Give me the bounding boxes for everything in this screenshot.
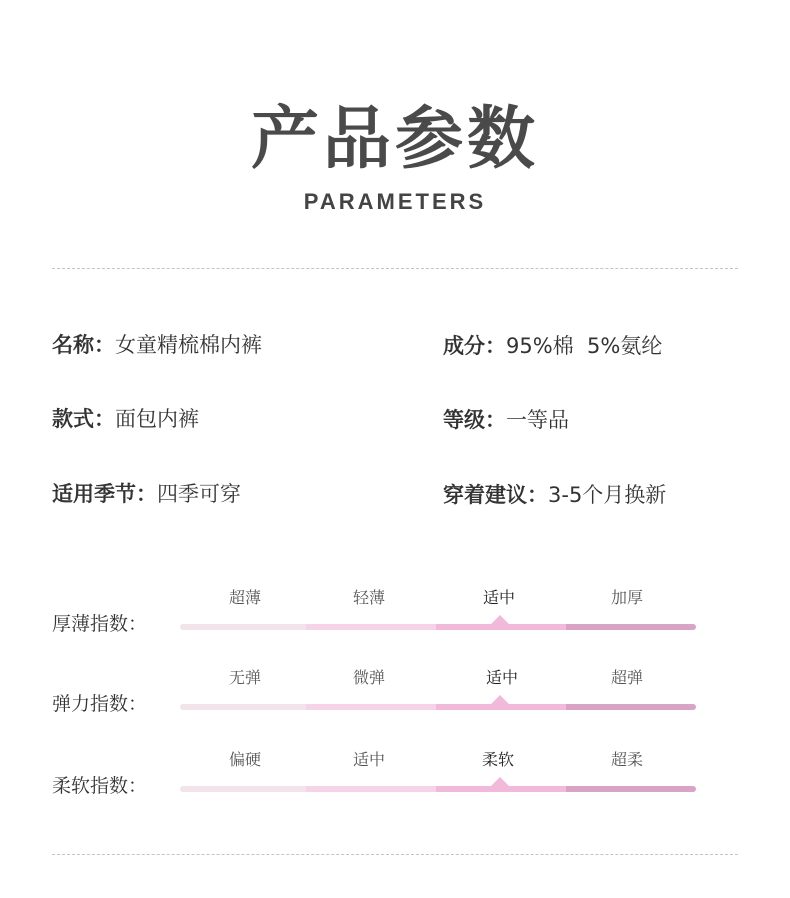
param-style: [52, 404, 199, 434]
param-key: 穿着建议：: [443, 483, 548, 507]
param-key: 款式：: [52, 407, 115, 431]
scale-segment: [436, 624, 566, 630]
elasticity-option-selected: 适中: [485, 668, 518, 687]
param-name: [52, 330, 262, 360]
thickness-option-selected: 适中: [482, 588, 515, 607]
softness-option: 偏硬: [228, 750, 261, 769]
elasticity-selected-pointer: [491, 695, 509, 704]
param-composition: [443, 331, 662, 361]
thickness-scale-bar: [180, 624, 696, 630]
softness-option: 超柔: [610, 750, 643, 769]
softness-scale-bar: [180, 786, 696, 792]
thickness-selected-pointer: [491, 615, 509, 624]
param-grade: [443, 405, 569, 435]
scale-segment: [566, 704, 696, 710]
param-key: 成分：: [443, 334, 506, 358]
param-value: 面包内裤: [115, 407, 199, 431]
top-divider: [52, 268, 738, 269]
param-value: 女童精梳棉内裤: [115, 333, 262, 357]
scale-segment: [180, 786, 306, 792]
param-value: 一等品: [506, 408, 569, 432]
scale-segment: [436, 786, 566, 792]
elasticity-scale-label: 弹力指数：: [52, 693, 148, 715]
param-key: 等级：: [443, 408, 506, 432]
param-key: 适用季节：: [52, 482, 157, 506]
elasticity-option: 微弹: [352, 668, 385, 687]
param-value: 3-5个月换新: [548, 483, 667, 507]
thickness-option: 加厚: [610, 588, 643, 607]
page-title: 产品参数: [250, 100, 539, 179]
scale-segment: [306, 704, 436, 710]
param-value: 四季可穿: [157, 482, 241, 506]
scale-segment: [566, 624, 696, 630]
elasticity-option: 超弹: [610, 668, 643, 687]
scale-segment: [306, 624, 436, 630]
scale-segment: [566, 786, 696, 792]
scale-segment: [306, 786, 436, 792]
bottom-divider: [52, 854, 738, 855]
param-season: [52, 479, 241, 509]
page-subtitle: PARAMETERS: [303, 189, 487, 214]
thickness-option: 超薄: [228, 588, 261, 607]
elasticity-scale-bar: [180, 704, 696, 710]
thickness-option: 轻薄: [352, 588, 385, 607]
scale-segment: [180, 704, 306, 710]
softness-scale-label: 柔软指数：: [52, 775, 148, 797]
elasticity-option: 无弹: [228, 668, 261, 687]
param-wear-advice: [443, 480, 666, 510]
softness-selected-pointer: [491, 777, 509, 786]
thickness-scale-label: 厚薄指数：: [52, 613, 148, 635]
param-key: 名称：: [52, 333, 115, 357]
softness-option: 适中: [352, 750, 385, 769]
softness-option-selected: 柔软: [481, 750, 514, 769]
scale-segment: [436, 704, 566, 710]
param-value: 95%棉 5%氨纶: [506, 334, 663, 358]
scale-segment: [180, 624, 306, 630]
